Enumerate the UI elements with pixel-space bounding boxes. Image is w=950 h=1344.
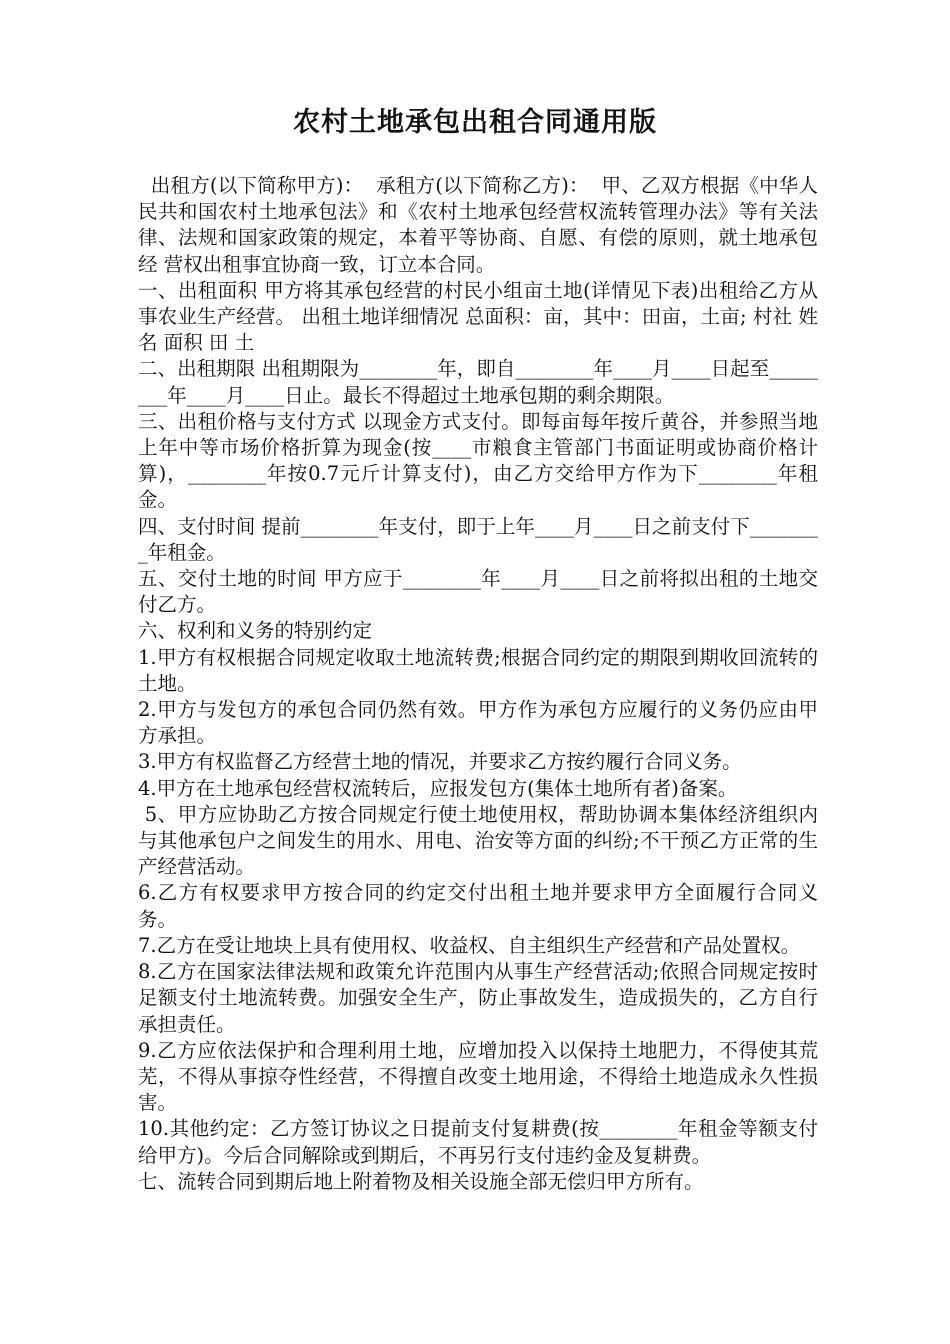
clause-6-item-3: 3.甲方有权监督乙方经营土地的情况，并要求乙方按约履行合同义务。 — [138, 750, 742, 774]
clause-4-payment-time: 四、支付时间 提前________年支付，即于上年____月____日之前支付下________年租金。 — [138, 514, 818, 564]
clause-6-item-7: 7.乙方在受让地块上具有使用权、收益权、自主组织生产经营和产品处置权。 — [138, 933, 801, 957]
clause-6-item-2: 2.甲方与发包方的承包合同仍然有效。甲方作为承包方应履行的义务仍应由甲方承担。 — [138, 698, 818, 748]
clause-5-land-delivery: 五、交付土地的时间 甲方应于________年____月____日之前将拟出租的土地交付乙方。 — [138, 567, 818, 617]
clause-6-item-9: 9.乙方应依法保护和合理利用土地，应增加投入以保持土地肥力，不得使其荒芜，不得从事掠夺性经营，不得擅自改变土地用途，不得给土地造成永久性损害。 — [138, 1038, 818, 1115]
clause-6-item-5: 5、甲方应协助乙方按合同规定行使土地使用权，帮助协调本集体经济组织内与其他承包户之间发生的用水、用电、治安等方面的纠纷;不干预乙方正常的生产经营活动。 — [138, 802, 818, 879]
clause-6-item-10: 10.其他约定：乙方签订协议之日提前支付复耕费(按________年租金等额支付给甲方)。今后合同解除或到期后，不再另行支付违约金及复耕费。 — [138, 1117, 818, 1167]
document-body — [138, 173, 818, 1195]
clause-6-item-8: 8.乙方在国家法律法规和政策允许范围内从事生产经营活动;依照合同规定按时足额支付土地流转费。加强安全生产，防止事故发生，造成损失的，乙方自行承担责任。 — [138, 960, 818, 1036]
preamble-paragraph: 出租方(以下简称甲方)： 承租方(以下简称乙方)： 甲、乙双方根据《中华人民共和国农村土地承包法》和《农村土地承包经营权流转管理办法》等有关法律、法规和国家政策的规定，本着平等协商、自愿、有偿的原则，就土地承包经 营权出租事宜协商一致，订立本合同。 — [138, 174, 818, 276]
clause-6-heading: 六、权利和义务的特别约定 — [138, 619, 373, 643]
document-title: 农村土地承包出租合同通用版 — [293, 107, 657, 138]
clause-6-item-6: 6.乙方有权要求甲方按合同的约定交付出租土地并要求甲方全面履行合同义务。 — [138, 881, 818, 931]
clause-7-expiry: 七、流转合同到期后地上附着物及相关设施全部无偿归甲方所有。 — [138, 1169, 704, 1193]
clause-2-rental-term: 二、出租期限 出租期限为________年，即自________年____月____日起至________年____月____日止。最长不得超过土地承包期的剩余期限。 — [138, 357, 818, 407]
clause-6-item-4: 4.甲方在土地承包经营权流转后，应报发包方(集体土地所有者)备案。 — [138, 776, 738, 800]
clause-3-price-payment: 三、出租价格与支付方式 以现金方式支付。即每亩每年按斤黄谷，并参照当地上年中等市场价格折算为现金(按____市粮食主管部门书面证明或协商价格计算)，________年按0.7元斤计算支付)，由乙方交给甲方作为下________年租金。 — [138, 409, 818, 512]
clause-1-rental-area: 一、出租面积 甲方将其承包经营的村民小组亩土地(详情见下表)出租给乙方从事农业生产经营。 出租土地详细情况 总面积：亩，其中：田亩，土亩; 村社 姓名 面积 田 土 — [138, 278, 818, 355]
clause-6-item-1: 1.甲方有权根据合同规定收取土地流转费;根据合同约定的期限到期收回流转的土地。 — [138, 645, 818, 695]
